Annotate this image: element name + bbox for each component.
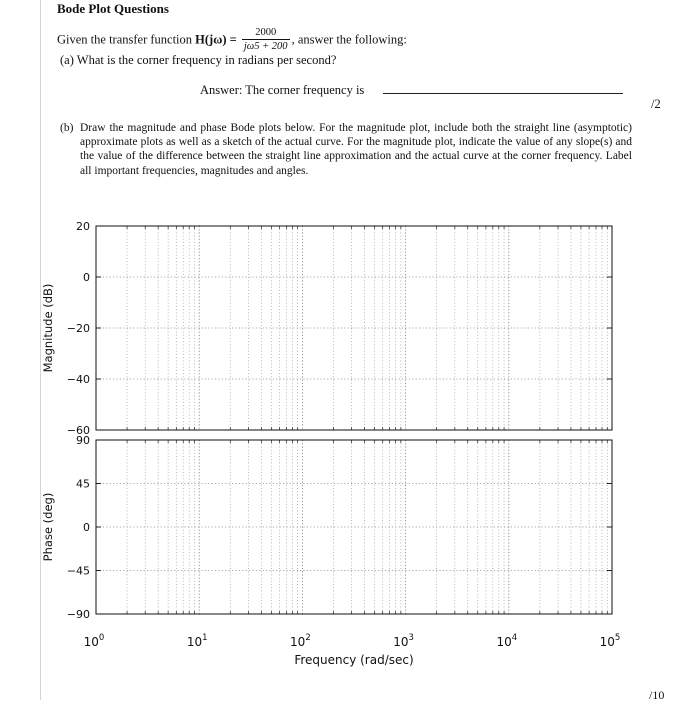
fraction-numerator: 2000	[242, 26, 290, 40]
page-total-marks: /10	[649, 688, 665, 702]
x-tick-label: $10^3$	[393, 633, 414, 649]
y-tick-label: −90	[66, 608, 90, 621]
x-axis-label: Frequency (rad/sec)	[294, 653, 414, 667]
transfer-function-name: H(jω) =	[195, 32, 240, 47]
y-tick-label: 0	[83, 271, 90, 284]
y-tick-label: −45	[66, 564, 90, 578]
y-tick-label: −60	[66, 424, 90, 437]
magnitude-plot[interactable]	[41, 220, 612, 437]
question-b-text: Draw the magnitude and phase Bode plots below. For the magnitude plot, include both the straight line (asymptotic) approximate plots as well as a sketch of the actual curve. For the magnitude plot, indicate the value of any slope(s) and the value of the difference between the straight line approximation and the actual curve at the corner frequency. Label all important frequencies, magnitudes and angles.	[80, 122, 632, 177]
question-a-marks: /2	[651, 97, 661, 111]
fraction-denominator: jω5 + 200	[243, 41, 288, 52]
y-tick-label: −20	[66, 322, 90, 335]
x-tick-label: $10^2$	[290, 633, 311, 649]
intro-prefix: Given the transfer function	[57, 32, 196, 47]
x-tick-label: $10^4$	[496, 633, 518, 649]
y-tick-label: 90	[76, 434, 90, 447]
question-a-text: What is the corner frequency in radians per second?	[76, 53, 337, 67]
y-tick-label: −40	[66, 373, 90, 386]
answer-a-prompt: Answer: The corner frequency is	[200, 83, 365, 97]
x-tick-label: $10^1$	[186, 633, 208, 649]
x-tick-label: $10^0$	[83, 633, 105, 649]
intro-suffix: , answer the following:	[291, 32, 407, 47]
phase-plot[interactable]	[41, 434, 620, 667]
y-axis-label: Magnitude (dB)	[41, 283, 55, 373]
y-tick-label: 45	[76, 477, 90, 491]
x-tick-label: $10^5$	[599, 633, 621, 649]
question-a-label: (a)	[60, 53, 74, 67]
page-title: Bode Plot Questions	[57, 1, 169, 16]
y-tick-label: 20	[76, 220, 90, 233]
y-tick-label: 0	[83, 521, 90, 534]
y-axis-label: Phase (deg)	[41, 492, 55, 562]
question-b-label: (b)	[60, 122, 74, 134]
